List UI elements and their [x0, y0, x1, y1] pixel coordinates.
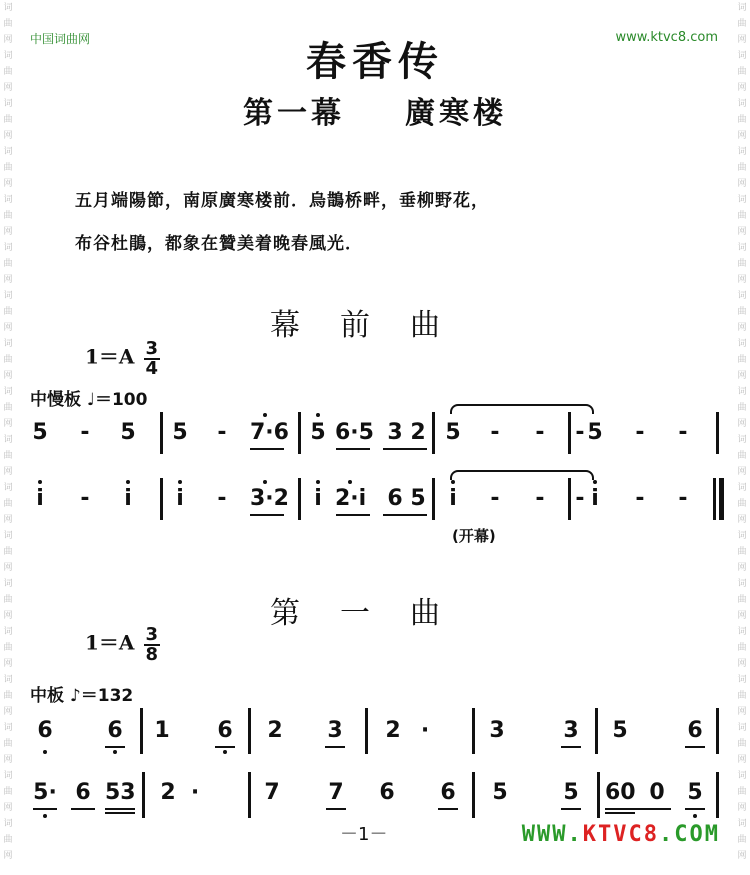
- side-watermark-char: 网: [737, 803, 747, 813]
- song-row2-note: 7: [328, 780, 344, 805]
- side-watermark-char: 词: [3, 243, 13, 253]
- song-row2-note: 6: [379, 780, 395, 805]
- prelude-row1-note: -: [575, 420, 585, 445]
- prelude-row2-note: i: [591, 486, 599, 511]
- underline: [685, 808, 705, 810]
- side-watermark-char: 词: [737, 819, 747, 829]
- side-watermark-char: 网: [737, 707, 747, 717]
- barline: [298, 412, 301, 454]
- side-watermark-char: 网: [3, 83, 13, 93]
- octave-dot: [38, 480, 42, 484]
- prelude-row1-note: -: [490, 420, 500, 445]
- side-watermark-char: 词: [737, 675, 747, 685]
- side-watermark-char: 词: [3, 483, 13, 493]
- side-watermark-char: 网: [3, 467, 13, 477]
- side-watermark-char: 词: [3, 147, 13, 157]
- side-watermark-char: 网: [737, 227, 747, 237]
- song-row2-note: ·: [190, 780, 200, 805]
- watermark-suffix: .COM: [659, 822, 720, 847]
- octave-dot: [693, 814, 697, 818]
- barline: [472, 708, 475, 754]
- time-denominator: 8: [145, 644, 159, 665]
- side-watermark-char: 网: [3, 227, 13, 237]
- side-watermark-char: 网: [3, 131, 13, 141]
- barline: [472, 772, 475, 818]
- side-watermark-char: 词: [3, 579, 13, 589]
- song-row1-note: 6: [217, 718, 233, 743]
- side-watermark-char: 曲: [3, 835, 13, 845]
- underline: [33, 808, 57, 810]
- song-row1-note: 3: [563, 718, 579, 743]
- side-watermark-char: 曲: [737, 451, 747, 461]
- act-number: 第一幕: [243, 96, 345, 131]
- final-barline-thick: [719, 478, 724, 520]
- song-row1-note: 6: [37, 718, 53, 743]
- octave-dot: [126, 480, 130, 484]
- underline: [336, 448, 370, 450]
- octave-dot: [593, 480, 597, 484]
- side-watermark-char: 网: [3, 563, 13, 573]
- side-watermark-char: 曲: [737, 403, 747, 413]
- octave-dot: [263, 413, 267, 417]
- side-watermark-char: 词: [3, 627, 13, 637]
- underline: [685, 746, 705, 748]
- side-watermark-char: 网: [3, 323, 13, 333]
- song-row2-note: 53: [105, 780, 136, 805]
- song-row2-note: 6: [75, 780, 91, 805]
- side-watermark-char: 网: [3, 755, 13, 765]
- side-watermark-char: 词: [737, 339, 747, 349]
- octave-dot: [451, 480, 455, 484]
- song-row1-note: 5: [612, 718, 628, 743]
- side-watermark-char: 词: [3, 3, 13, 13]
- side-watermark-char: 曲: [3, 355, 13, 365]
- song-row1-note: 3: [489, 718, 505, 743]
- side-watermark-char: 曲: [737, 739, 747, 749]
- prelude-row2-note: i: [314, 486, 322, 511]
- prelude-row2-note: -: [535, 486, 545, 511]
- watermark-brand: KTVC8: [582, 822, 660, 847]
- underline: [383, 514, 427, 516]
- prelude-row1-note: 5: [310, 420, 326, 445]
- first-song-key-signature: [85, 626, 160, 664]
- octave-dot: [43, 750, 47, 754]
- barline: [716, 412, 719, 454]
- underline: [71, 808, 95, 810]
- barline: [432, 478, 435, 520]
- side-watermark-char: 曲: [737, 211, 747, 221]
- barline: [142, 772, 145, 818]
- barline: [160, 412, 163, 454]
- prelude-row2-note: 5: [410, 486, 426, 511]
- side-watermark-char: 曲: [3, 19, 13, 29]
- side-watermark-char: 曲: [737, 547, 747, 557]
- act-location: 廣寒楼: [405, 96, 507, 131]
- underline: [325, 746, 345, 748]
- scene-description-line-2: 布谷杜鵑，都象在贊美着晚春風光．: [75, 234, 363, 254]
- song-row1-note: 6: [687, 718, 703, 743]
- prelude-row2-note: i: [449, 486, 457, 511]
- side-watermark-char: 网: [737, 563, 747, 573]
- prelude-row1-note: 5: [445, 420, 461, 445]
- underline: [250, 448, 284, 450]
- side-watermark-char: 词: [3, 99, 13, 109]
- song-row1-note: 2: [267, 718, 283, 743]
- tie: [450, 404, 594, 414]
- prelude-row2-note: -: [678, 486, 688, 511]
- curtain-opens-annotation: (开幕): [452, 527, 496, 545]
- side-watermark-char: 网: [737, 371, 747, 381]
- side-watermark-char: 网: [737, 323, 747, 333]
- side-watermark-char: 曲: [3, 259, 13, 269]
- side-watermark-char: 网: [737, 179, 747, 189]
- side-watermark-char: 词: [3, 819, 13, 829]
- side-watermark-char: 曲: [3, 499, 13, 509]
- side-watermark-char: 网: [737, 515, 747, 525]
- prelude-row2-note: -: [217, 486, 227, 511]
- octave-dot: [43, 814, 47, 818]
- prelude-row1-note: 2: [410, 420, 426, 445]
- underline: [438, 808, 458, 810]
- side-watermark-char: 网: [737, 467, 747, 477]
- song-row2-note: 5: [687, 780, 703, 805]
- underline: [215, 746, 235, 748]
- side-watermark-char: 曲: [3, 115, 13, 125]
- song-row2-note: 0: [649, 780, 665, 805]
- side-watermark-char: 曲: [737, 163, 747, 173]
- side-watermark-char: 曲: [737, 259, 747, 269]
- side-watermark-char: 网: [3, 851, 13, 861]
- side-watermark-char: 网: [3, 659, 13, 669]
- barline: [568, 478, 571, 520]
- underline: [561, 808, 581, 810]
- prelude-row2-note: -: [80, 486, 90, 511]
- underline: [105, 808, 135, 810]
- first-song-tempo: [30, 681, 133, 706]
- side-watermark-char: 词: [737, 531, 747, 541]
- prelude-tempo: [30, 385, 147, 410]
- underline: [250, 514, 284, 516]
- prelude-row2-note: -: [575, 486, 585, 511]
- prelude-row1-note: -: [678, 420, 688, 445]
- barline: [248, 772, 251, 818]
- side-watermark-char: 曲: [3, 787, 13, 797]
- prelude-key: 1＝A: [85, 344, 135, 369]
- song-row2-note: 5: [563, 780, 579, 805]
- side-watermark-char: 词: [3, 531, 13, 541]
- song-row1-note: 6: [107, 718, 123, 743]
- side-watermark-char: 曲: [3, 403, 13, 413]
- barline: [716, 708, 719, 754]
- prelude-row1-note: 5: [587, 420, 603, 445]
- prelude-row2-note: -: [490, 486, 500, 511]
- prelude-row1-note: -: [535, 420, 545, 445]
- side-watermark-char: 词: [3, 51, 13, 61]
- song-row1-note: 1: [154, 718, 170, 743]
- side-watermark-char: 词: [737, 387, 747, 397]
- side-watermark-char: 曲: [737, 595, 747, 605]
- side-watermark-char: 曲: [737, 691, 747, 701]
- side-watermark-char: 网: [737, 659, 747, 669]
- octave-dot: [178, 480, 182, 484]
- time-numerator: 3: [145, 624, 159, 645]
- side-watermark-char: 曲: [3, 595, 13, 605]
- barline: [365, 708, 368, 754]
- song-row1-note: 2: [385, 718, 401, 743]
- site-watermark-bottom: [522, 822, 720, 847]
- side-watermark-char: 词: [737, 291, 747, 301]
- tempo-value: ♩＝100: [86, 390, 148, 410]
- page-number: －1－: [340, 824, 388, 845]
- side-watermark-char: 曲: [737, 307, 747, 317]
- first-song-time-signature: [144, 626, 161, 664]
- side-watermark-char: 曲: [3, 691, 13, 701]
- prelude-row1-note: -: [217, 420, 227, 445]
- first-song-heading: 第一曲: [270, 596, 480, 631]
- underline: [605, 808, 671, 810]
- side-watermark-char: 词: [3, 771, 13, 781]
- side-watermark-char: 网: [3, 371, 13, 381]
- page-title: 春香传: [306, 38, 444, 85]
- prelude-row1-note: 7·6: [250, 420, 289, 445]
- song-row1-note: ·: [420, 718, 430, 743]
- side-watermark-char: 词: [3, 675, 13, 685]
- side-watermark-char: 词: [737, 3, 747, 13]
- site-url-right: www.ktvc8.com: [615, 30, 718, 45]
- octave-dot: [113, 750, 117, 754]
- prelude-row1-note: 3: [387, 420, 403, 445]
- side-watermark-char: 网: [737, 755, 747, 765]
- prelude-row1-note: 5: [172, 420, 188, 445]
- side-watermark-char: 曲: [737, 499, 747, 509]
- prelude-row1-note: 6·5: [335, 420, 374, 445]
- barline: [140, 708, 143, 754]
- side-watermark-char: 曲: [3, 211, 13, 221]
- side-watermark-char: 词: [737, 51, 747, 61]
- time-denominator: 4: [145, 358, 159, 379]
- side-watermark-char: 曲: [3, 451, 13, 461]
- barline: [298, 478, 301, 520]
- side-watermark-char: 曲: [737, 787, 747, 797]
- watermark-prefix: WWW.: [521, 822, 583, 847]
- song-row2-note: 7: [264, 780, 280, 805]
- octave-dot: [316, 480, 320, 484]
- time-numerator: 3: [145, 338, 159, 359]
- prelude-row2-note: i: [124, 486, 132, 511]
- side-watermark-char: 曲: [737, 355, 747, 365]
- side-watermark-char: 网: [737, 131, 747, 141]
- side-watermark-char: 网: [3, 515, 13, 525]
- prelude-row1-note: -: [80, 420, 90, 445]
- side-watermark-char: 词: [3, 435, 13, 445]
- side-watermark-char: 曲: [3, 307, 13, 317]
- side-watermark-char: 网: [3, 803, 13, 813]
- side-watermark-char: 词: [737, 579, 747, 589]
- side-watermark-char: 曲: [3, 163, 13, 173]
- underline: [336, 514, 370, 516]
- side-watermark-char: 词: [737, 483, 747, 493]
- side-watermark-char: 网: [3, 611, 13, 621]
- side-watermark-char: 网: [3, 419, 13, 429]
- underline: [105, 746, 125, 748]
- side-watermark-char: 网: [737, 83, 747, 93]
- barline: [248, 708, 251, 754]
- side-watermark-char: 曲: [737, 643, 747, 653]
- prelude-row2-note: 6: [387, 486, 403, 511]
- side-watermark-char: 网: [737, 851, 747, 861]
- barline: [432, 412, 435, 454]
- song-row2-note: 5: [492, 780, 508, 805]
- tempo-label: 中板: [30, 686, 64, 706]
- octave-dot: [348, 480, 352, 484]
- song-row2-note: 6: [440, 780, 456, 805]
- scene-description-line-1: 五月端陽節，南原廣寒楼前．烏鵲桥畔，垂柳野花，: [75, 191, 489, 211]
- side-watermark-char: 曲: [737, 835, 747, 845]
- site-name-left: 中国词曲网: [30, 32, 91, 46]
- song-row2-note: 5·: [33, 780, 57, 805]
- side-watermark-char: 词: [737, 147, 747, 157]
- side-watermark-char: 词: [737, 627, 747, 637]
- side-watermark-char: 词: [737, 243, 747, 253]
- barline: [568, 412, 571, 454]
- side-watermark-char: 词: [737, 771, 747, 781]
- prelude-row2-note: i: [176, 486, 184, 511]
- underline: [383, 448, 427, 450]
- prelude-heading: 幕前曲: [270, 308, 480, 343]
- tie: [450, 470, 594, 480]
- song-row1-note: 3: [327, 718, 343, 743]
- prelude-row1-note: -: [635, 420, 645, 445]
- octave-dot: [263, 480, 267, 484]
- underline: [326, 808, 346, 810]
- first-song-key: 1＝A: [85, 630, 135, 655]
- side-watermark-char: 网: [737, 35, 747, 45]
- side-watermark-char: 词: [3, 723, 13, 733]
- prelude-row2-note: -: [635, 486, 645, 511]
- side-watermark-char: 曲: [3, 643, 13, 653]
- prelude-row2-note: i: [36, 486, 44, 511]
- side-watermark-char: 词: [737, 99, 747, 109]
- side-watermark-char: 词: [3, 339, 13, 349]
- side-watermark-char: 词: [3, 291, 13, 301]
- tempo-label: 中慢板: [30, 390, 81, 410]
- side-watermark-char: 网: [3, 707, 13, 717]
- underline: [105, 812, 135, 814]
- side-watermark-char: 曲: [737, 115, 747, 125]
- barline: [595, 708, 598, 754]
- side-watermark-char: 词: [737, 195, 747, 205]
- prelude-row1-note: 5: [120, 420, 136, 445]
- side-watermark-char: 词: [3, 387, 13, 397]
- song-row2-note: 2: [160, 780, 176, 805]
- underline: [605, 812, 635, 814]
- side-watermark-char: 曲: [3, 547, 13, 557]
- octave-dot: [316, 413, 320, 417]
- tempo-value: ♪＝132: [69, 686, 134, 706]
- side-watermark-char: 曲: [737, 67, 747, 77]
- side-watermark-char: 网: [737, 275, 747, 285]
- underline: [561, 746, 581, 748]
- barline: [716, 772, 719, 818]
- prelude-row2-note: 3·2: [250, 486, 289, 511]
- side-watermark-char: 曲: [3, 67, 13, 77]
- side-watermark-char: 曲: [737, 19, 747, 29]
- side-watermark-char: 网: [3, 275, 13, 285]
- side-watermark-char: 网: [3, 35, 13, 45]
- side-watermark-char: 网: [737, 611, 747, 621]
- prelude-row1-note: 5: [32, 420, 48, 445]
- barline: [160, 478, 163, 520]
- side-watermark-char: 网: [737, 419, 747, 429]
- octave-dot: [223, 750, 227, 754]
- prelude-time-signature: [144, 340, 161, 378]
- prelude-row2-note: 2·i: [335, 486, 367, 511]
- side-watermark-char: 网: [3, 179, 13, 189]
- prelude-key-signature: [85, 340, 160, 378]
- act-title: [0, 88, 750, 132]
- song-row2-note: 60: [605, 780, 636, 805]
- side-watermark-char: 词: [737, 435, 747, 445]
- side-watermark-char: 曲: [3, 739, 13, 749]
- side-watermark-char: 词: [3, 195, 13, 205]
- final-barline: [713, 478, 716, 520]
- barline: [597, 772, 600, 818]
- side-watermark-char: 词: [737, 723, 747, 733]
